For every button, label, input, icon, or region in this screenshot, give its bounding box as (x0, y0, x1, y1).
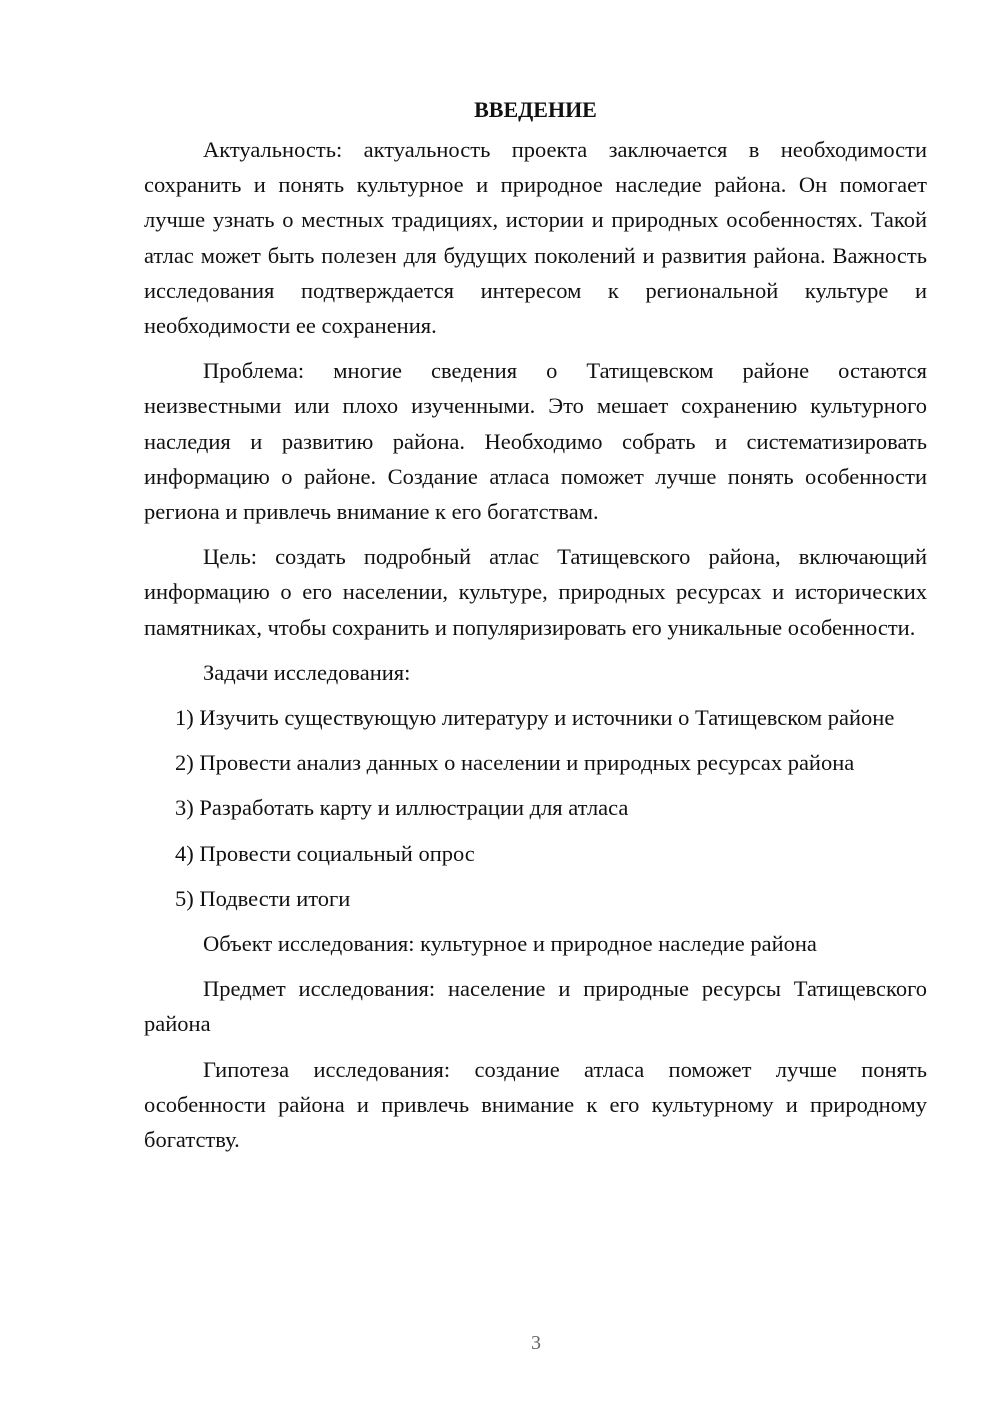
hypothesis-paragraph: Гипотеза исследования: создание атласа поможет лучше понять особенности района и привлечь внимание к его культурному и природному богатству. (144, 1056, 927, 1153)
page-number: 3 (531, 1332, 541, 1354)
task-item-4: 4) Провести социальный опрос (175, 840, 475, 866)
relevance-paragraph: Актуальность: актуальность проекта заключается в необходимости сохранить и понять культурное и природное наследие района. Он помогает лучше узнать о местных традициях, истории и природных особенностях. Такой атлас может быть полезен для будущих поколений и развития района. Важность исследования подтверждается интересом к региональной культуре и необходимости ее сохранения. (144, 137, 927, 339)
tasks-heading: Задачи исследования: (203, 659, 411, 685)
page-content (144, 92, 927, 1167)
task-item-1: 1) Изучить существующую литературу и источники о Татищевском районе (175, 705, 895, 731)
task-item-2: 2) Провести анализ данных о населении и природных ресурсах района (175, 750, 855, 776)
section-heading: ВВЕДЕНИЕ (474, 97, 597, 122)
subject-paragraph: Предмет исследования: население и природные ресурсы Татищевского района (144, 976, 927, 1037)
task-item-5: 5) Подвести итоги (175, 885, 351, 911)
object-paragraph: Объект исследования: культурное и природное наследие района (203, 931, 817, 957)
problem-paragraph: Проблема: многие сведения о Татищевском районе остаются неизвестными или плохо изученными. Это мешает сохранению культурного наследия и развитию района. Необходимо собрать и систематизировать информацию о районе. Создание атласа поможет лучше понять особенности региона и привлечь внимание к его богатствам. (144, 358, 927, 525)
task-item-3: 3) Разработать карту и иллюстрации для атласа (175, 795, 629, 821)
goal-paragraph: Цель: создать подробный атлас Татищевского района, включающий информацию о его населении, культуре, природных ресурсах и исторических памятниках, чтобы сохранить и популяризировать его уникальные особенности. (144, 544, 927, 640)
